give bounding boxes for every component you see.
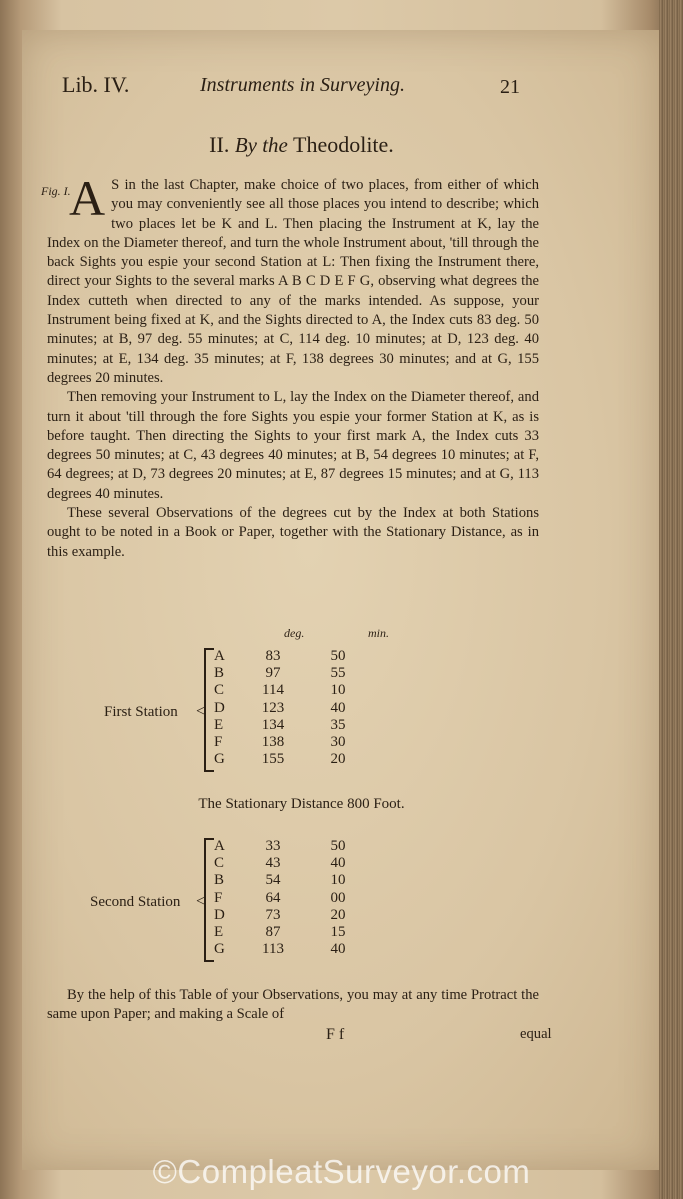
min-column-header: min. — [368, 626, 389, 640]
degree-cell: 43 — [265, 855, 281, 872]
first-station-bracket — [204, 648, 214, 772]
minute-cell: 30 — [330, 734, 346, 751]
table-row — [214, 907, 368, 924]
degree-cell: 73 — [265, 906, 281, 923]
table-row — [214, 648, 368, 665]
page-edges — [659, 0, 683, 1199]
mark-cell: F — [214, 734, 223, 751]
mark-cell: A — [214, 838, 225, 854]
mark-cell: G — [214, 751, 225, 768]
mark-cell: B — [214, 872, 225, 889]
degree-cell: 138 — [261, 734, 285, 751]
table-row — [214, 734, 368, 751]
paragraph-1-text: S in the last Chapter, make choice of two places, from either of which you may conveniently see all those places you intend to describe; which two places let be K and L. Then placing the Instrument at K, lay the Index on the Diameter thereof, and turn the whole Instrument about, 'till through the back Sights you espie your second Station at L: Then fixing the Instrument there, direct your Sights to the several marks A B C D E F G, observing what degrees the Index cutteth when directed to any of the marks intended. As suppose, your Instrument being fixed at K, and the Sights directed to A, the Index cuts 83 deg. 50 minutes; at B, 97 deg. 55 minutes; at C, 114 deg. 10 minutes; at D, 123 deg. 40 minutes; at E, 134 deg. 35 minutes; at F, 138 degrees 30 minutes; and at G, 155 degrees 20 minutes. — [47, 177, 539, 386]
table-row — [214, 682, 368, 699]
drop-cap: A — [69, 170, 106, 226]
mark-cell: D — [214, 906, 225, 923]
table-row — [214, 838, 368, 855]
minute-cell: 40 — [330, 941, 346, 958]
section-title: Theodolite. — [293, 132, 394, 157]
degree-cell: 113 — [262, 941, 284, 958]
table-row — [214, 665, 368, 682]
running-title: Instruments in Surveying. — [200, 74, 405, 96]
deg-column-header: deg. — [284, 626, 305, 640]
table-row — [214, 872, 368, 889]
degree-cell: 64 — [265, 889, 281, 906]
minute-cell: 55 — [330, 665, 346, 682]
minute-cell: 40 — [330, 699, 346, 716]
catchword: equal — [520, 1026, 552, 1042]
paragraph-2: Then removing your Instrument to L, lay the Index on the Diameter thereof, and turn it about 'till through the fore Sights you espie your former Station at K, as is before taught. Then directing the Sights to your first mark A, the Index cuts 33 degrees 50 minutes; at C, 43 degrees 40 minutes; at B, 54 degrees 10 minutes; at F, 64 degrees; at D, 73 degrees 20 minutes; at E, 87 degrees 15 minutes; and at G, 113 degrees 40 minutes. — [47, 389, 539, 502]
degree-cell: 33 — [265, 838, 281, 854]
table-row — [214, 855, 368, 872]
first-station-brace: < — [196, 703, 206, 720]
minute-cell: 15 — [330, 924, 346, 941]
minute-cell: 20 — [330, 751, 346, 768]
page-number: 21 — [500, 76, 520, 98]
minute-cell: 50 — [330, 838, 346, 854]
table-row — [214, 717, 368, 734]
first-station-table — [214, 648, 368, 768]
mark-cell: E — [214, 716, 224, 733]
stationary-distance: The Stationary Distance 800 Foot. — [198, 796, 405, 812]
mark-cell: C — [214, 682, 225, 699]
watermark: ©CompleatSurveyor.com — [152, 1153, 531, 1190]
degree-cell: 87 — [265, 924, 281, 941]
section-number: II. — [209, 132, 230, 157]
table-row — [214, 941, 368, 958]
minute-cell: 00 — [330, 889, 346, 906]
paragraph-1 — [47, 170, 539, 388]
signature-mark: F f — [326, 1026, 345, 1043]
minute-cell: 40 — [330, 855, 346, 872]
body-text — [41, 170, 539, 562]
table-row — [214, 751, 368, 768]
degree-cell: 83 — [265, 648, 281, 664]
mark-cell: G — [214, 941, 225, 958]
degree-cell: 123 — [261, 699, 285, 716]
table-row — [214, 924, 368, 941]
figure-reference: Fig. I. — [41, 184, 71, 198]
first-station-label: First Station — [104, 704, 178, 720]
mark-cell: A — [214, 648, 225, 664]
degree-cell: 155 — [261, 751, 285, 768]
degree-cell: 134 — [261, 716, 285, 733]
second-station-label: Second Station — [90, 894, 181, 910]
minute-cell: 20 — [330, 906, 346, 923]
minute-cell: 35 — [330, 716, 346, 733]
second-station-table — [214, 838, 368, 958]
table-row — [214, 700, 368, 717]
mark-cell: E — [214, 924, 224, 941]
mark-cell: B — [214, 665, 225, 682]
minute-cell: 10 — [330, 872, 346, 889]
book-number: Lib. IV. — [62, 72, 130, 97]
degree-cell: 114 — [262, 682, 284, 699]
closing-paragraph: By the help of this Table of your Observations, you may at any time Protract the same upon Paper; and making a Scale of — [47, 987, 539, 1023]
section-by: By the — [234, 133, 288, 157]
degree-cell: 54 — [265, 872, 281, 889]
mark-cell: D — [214, 699, 225, 716]
mark-cell: F — [214, 889, 223, 906]
paragraph-3: These several Observations of the degrees cut by the Index at both Stations ought to be noted in a Book or Paper, together with the Stationary Distance, as in this example. — [47, 505, 539, 560]
second-station-brace: < — [196, 893, 206, 910]
minute-cell: 10 — [330, 682, 346, 699]
section-heading — [0, 132, 603, 158]
second-station-bracket — [204, 838, 214, 962]
table-row — [214, 890, 368, 907]
mark-cell: C — [214, 855, 225, 872]
degree-cell: 97 — [265, 665, 281, 682]
minute-cell: 50 — [330, 648, 346, 664]
